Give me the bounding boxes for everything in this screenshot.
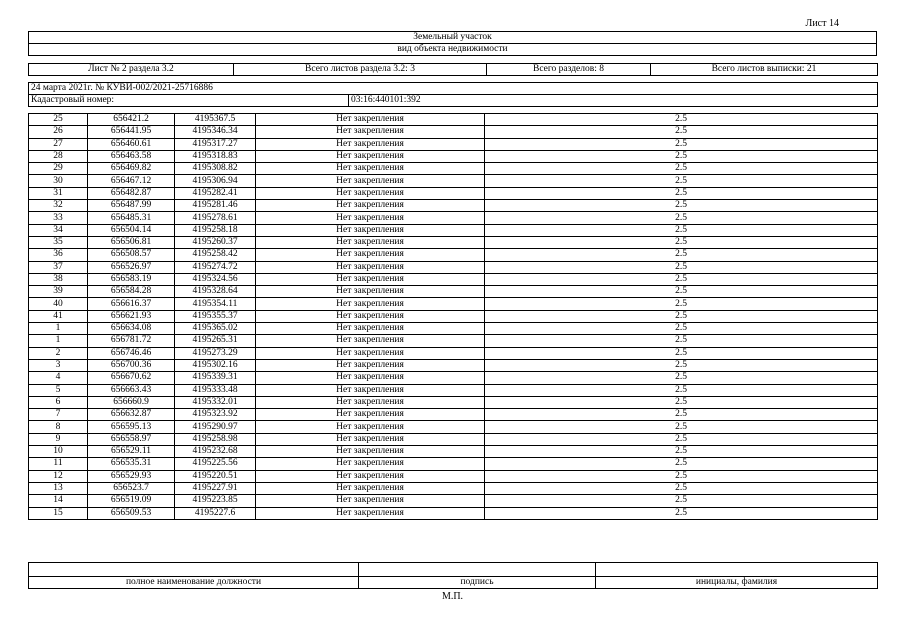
point-number: 3 xyxy=(29,359,88,371)
fixation-method: Нет закрепления xyxy=(256,150,485,162)
coord-x: 656781.72 xyxy=(88,335,175,347)
coord-y: 4195318.83 xyxy=(175,150,256,162)
coord-x: 656670.62 xyxy=(88,372,175,384)
accuracy: 2.5 xyxy=(485,163,878,175)
coord-x: 656504.14 xyxy=(88,224,175,236)
coord-y: 4195332.01 xyxy=(175,396,256,408)
point-number: 12 xyxy=(29,470,88,482)
coord-y: 4195306.94 xyxy=(175,175,256,187)
table-row xyxy=(29,224,878,236)
coord-y: 4195281.46 xyxy=(175,200,256,212)
table-row xyxy=(29,372,878,384)
coord-y: 4195227.91 xyxy=(175,482,256,494)
coord-x: 656621.93 xyxy=(88,310,175,322)
point-number: 13 xyxy=(29,482,88,494)
point-number: 9 xyxy=(29,433,88,445)
coord-y: 4195225.56 xyxy=(175,458,256,470)
point-number: 2 xyxy=(29,347,88,359)
accuracy: 2.5 xyxy=(485,249,878,261)
point-number: 38 xyxy=(29,273,88,285)
object-subtitle: вид объекта недвижимости xyxy=(29,44,877,56)
coord-y: 4195258.42 xyxy=(175,249,256,261)
total-sheets: Всего листов выписки: 21 xyxy=(651,64,878,76)
accuracy: 2.5 xyxy=(485,470,878,482)
table-row xyxy=(29,163,878,175)
fixation-method: Нет закрепления xyxy=(256,138,485,150)
point-number: 1 xyxy=(29,323,88,335)
fixation-method: Нет закрепления xyxy=(256,187,485,199)
accuracy: 2.5 xyxy=(485,310,878,322)
accuracy: 2.5 xyxy=(485,236,878,248)
accuracy: 2.5 xyxy=(485,384,878,396)
fixation-method: Нет закрепления xyxy=(256,273,485,285)
accuracy: 2.5 xyxy=(485,200,878,212)
coord-x: 656519.09 xyxy=(88,495,175,507)
signature-field xyxy=(359,563,596,577)
accuracy: 2.5 xyxy=(485,495,878,507)
fixation-method: Нет закрепления xyxy=(256,175,485,187)
accuracy: 2.5 xyxy=(485,335,878,347)
accuracy: 2.5 xyxy=(485,359,878,371)
table-row xyxy=(29,187,878,199)
accuracy: 2.5 xyxy=(485,298,878,310)
point-number: 33 xyxy=(29,212,88,224)
accuracy: 2.5 xyxy=(485,372,878,384)
point-number: 31 xyxy=(29,187,88,199)
coord-y: 4195302.16 xyxy=(175,359,256,371)
coord-y: 4195223.85 xyxy=(175,495,256,507)
coord-x: 656469.82 xyxy=(88,163,175,175)
section-info xyxy=(28,63,878,76)
coord-x: 656441.95 xyxy=(88,126,175,138)
coordinates-body xyxy=(29,114,878,520)
coord-x: 656421.2 xyxy=(88,114,175,126)
coord-y: 4195227.6 xyxy=(175,507,256,519)
fixation-method: Нет закрепления xyxy=(256,359,485,371)
fixation-method: Нет закрепления xyxy=(256,224,485,236)
coord-x: 656509.53 xyxy=(88,507,175,519)
point-number: 8 xyxy=(29,421,88,433)
point-number: 36 xyxy=(29,249,88,261)
fixation-method: Нет закрепления xyxy=(256,335,485,347)
coord-x: 656508.57 xyxy=(88,249,175,261)
object-header xyxy=(28,31,877,56)
table-row xyxy=(29,433,878,445)
coord-y: 4195354.11 xyxy=(175,298,256,310)
accuracy: 2.5 xyxy=(485,421,878,433)
table-row xyxy=(29,482,878,494)
table-row xyxy=(29,126,878,138)
point-number: 6 xyxy=(29,396,88,408)
point-number: 40 xyxy=(29,298,88,310)
coord-x: 656460.61 xyxy=(88,138,175,150)
accuracy: 2.5 xyxy=(485,482,878,494)
coord-x: 656746.46 xyxy=(88,347,175,359)
table-row xyxy=(29,261,878,273)
table-row xyxy=(29,347,878,359)
point-number: 14 xyxy=(29,495,88,507)
coord-y: 4195333.48 xyxy=(175,384,256,396)
fixation-method: Нет закрепления xyxy=(256,396,485,408)
coord-x: 656467.12 xyxy=(88,175,175,187)
accuracy: 2.5 xyxy=(485,175,878,187)
point-number: 11 xyxy=(29,458,88,470)
record-info xyxy=(28,82,878,107)
fixation-method: Нет закрепления xyxy=(256,384,485,396)
coord-y: 4195365.02 xyxy=(175,323,256,335)
coord-x: 656506.81 xyxy=(88,236,175,248)
coord-y: 4195308.82 xyxy=(175,163,256,175)
accuracy: 2.5 xyxy=(485,396,878,408)
fixation-method: Нет закрепления xyxy=(256,163,485,175)
table-row xyxy=(29,200,878,212)
accuracy: 2.5 xyxy=(485,507,878,519)
coord-x: 656529.11 xyxy=(88,446,175,458)
fixation-method: Нет закрепления xyxy=(256,446,485,458)
fixation-method: Нет закрепления xyxy=(256,347,485,359)
point-number: 34 xyxy=(29,224,88,236)
accuracy: 2.5 xyxy=(485,433,878,445)
table-row xyxy=(29,323,878,335)
table-row xyxy=(29,421,878,433)
coord-y: 4195346.34 xyxy=(175,126,256,138)
position-field xyxy=(29,563,359,577)
fixation-method: Нет закрепления xyxy=(256,249,485,261)
fixation-method: Нет закрепления xyxy=(256,126,485,138)
coord-y: 4195339.31 xyxy=(175,372,256,384)
point-number: 27 xyxy=(29,138,88,150)
coord-y: 4195323.92 xyxy=(175,409,256,421)
cadastral-number: 03:16:440101:392 xyxy=(349,95,878,107)
coord-x: 656584.28 xyxy=(88,286,175,298)
table-row xyxy=(29,298,878,310)
coord-y: 4195232.68 xyxy=(175,446,256,458)
fixation-method: Нет закрепления xyxy=(256,261,485,273)
table-row xyxy=(29,273,878,285)
name-field xyxy=(596,563,878,577)
sheet-of-section: Лист № 2 раздела 3.2 xyxy=(29,64,234,76)
coord-y: 4195317.27 xyxy=(175,138,256,150)
point-number: 1 xyxy=(29,335,88,347)
accuracy: 2.5 xyxy=(485,286,878,298)
accuracy: 2.5 xyxy=(485,212,878,224)
coord-y: 4195355.37 xyxy=(175,310,256,322)
coord-y: 4195260.37 xyxy=(175,236,256,248)
table-row xyxy=(29,495,878,507)
coord-x: 656558.97 xyxy=(88,433,175,445)
table-row xyxy=(29,114,878,126)
point-number: 35 xyxy=(29,236,88,248)
point-number: 15 xyxy=(29,507,88,519)
coord-x: 656583.19 xyxy=(88,273,175,285)
fixation-method: Нет закрепления xyxy=(256,236,485,248)
fixation-method: Нет закрепления xyxy=(256,200,485,212)
coord-x: 656535.31 xyxy=(88,458,175,470)
accuracy: 2.5 xyxy=(485,126,878,138)
coord-y: 4195324.56 xyxy=(175,273,256,285)
point-number: 4 xyxy=(29,372,88,384)
table-row xyxy=(29,396,878,408)
total-sections: Всего разделов: 8 xyxy=(487,64,651,76)
point-number: 28 xyxy=(29,150,88,162)
table-row xyxy=(29,138,878,150)
coord-x: 656463.58 xyxy=(88,150,175,162)
point-number: 5 xyxy=(29,384,88,396)
name-label: инициалы, фамилия xyxy=(596,577,878,589)
fixation-method: Нет закрепления xyxy=(256,458,485,470)
table-row xyxy=(29,384,878,396)
point-number: 26 xyxy=(29,126,88,138)
coord-x: 656529.93 xyxy=(88,470,175,482)
coord-x: 656485.31 xyxy=(88,212,175,224)
table-row xyxy=(29,507,878,519)
fixation-method: Нет закрепления xyxy=(256,482,485,494)
fixation-method: Нет закрепления xyxy=(256,507,485,519)
point-number: 29 xyxy=(29,163,88,175)
coord-x: 656634.08 xyxy=(88,323,175,335)
coord-x: 656487.99 xyxy=(88,200,175,212)
table-row xyxy=(29,249,878,261)
table-row xyxy=(29,286,878,298)
table-row xyxy=(29,409,878,421)
point-number: 10 xyxy=(29,446,88,458)
cadastral-label: Кадастровый номер: xyxy=(29,95,349,107)
coord-y: 4195278.61 xyxy=(175,212,256,224)
coord-x: 656482.87 xyxy=(88,187,175,199)
fixation-method: Нет закрепления xyxy=(256,286,485,298)
coord-x: 656595.13 xyxy=(88,421,175,433)
point-number: 32 xyxy=(29,200,88,212)
accuracy: 2.5 xyxy=(485,261,878,273)
accuracy: 2.5 xyxy=(485,446,878,458)
table-row xyxy=(29,359,878,371)
accuracy: 2.5 xyxy=(485,114,878,126)
fixation-method: Нет закрепления xyxy=(256,421,485,433)
accuracy: 2.5 xyxy=(485,323,878,335)
coord-y: 4195258.98 xyxy=(175,433,256,445)
stamp-place: М.П. xyxy=(441,591,464,602)
coord-x: 656632.87 xyxy=(88,409,175,421)
point-number: 7 xyxy=(29,409,88,421)
coord-y: 4195328.64 xyxy=(175,286,256,298)
coord-y: 4195273.29 xyxy=(175,347,256,359)
table-row xyxy=(29,470,878,482)
table-row xyxy=(29,175,878,187)
fixation-method: Нет закрепления xyxy=(256,212,485,224)
accuracy: 2.5 xyxy=(485,224,878,236)
fixation-method: Нет закрепления xyxy=(256,298,485,310)
accuracy: 2.5 xyxy=(485,150,878,162)
coord-y: 4195290.97 xyxy=(175,421,256,433)
point-number: 30 xyxy=(29,175,88,187)
fixation-method: Нет закрепления xyxy=(256,470,485,482)
coord-y: 4195220.51 xyxy=(175,470,256,482)
position-label: полное наименование должности xyxy=(29,577,359,589)
accuracy: 2.5 xyxy=(485,273,878,285)
accuracy: 2.5 xyxy=(485,409,878,421)
fixation-method: Нет закрепления xyxy=(256,372,485,384)
coordinates-table xyxy=(28,113,878,520)
table-row xyxy=(29,446,878,458)
fixation-method: Нет закрепления xyxy=(256,433,485,445)
table-row xyxy=(29,458,878,470)
coord-y: 4195282.41 xyxy=(175,187,256,199)
point-number: 41 xyxy=(29,310,88,322)
fixation-method: Нет закрепления xyxy=(256,323,485,335)
coord-y: 4195265.31 xyxy=(175,335,256,347)
coord-x: 656523.7 xyxy=(88,482,175,494)
accuracy: 2.5 xyxy=(485,138,878,150)
record-date-number: 24 марта 2021г. № КУВИ-002/2021-25716886 xyxy=(29,83,878,95)
coord-y: 4195367.5 xyxy=(175,114,256,126)
accuracy: 2.5 xyxy=(485,458,878,470)
fixation-method: Нет закрепления xyxy=(256,114,485,126)
point-number: 25 xyxy=(29,114,88,126)
fixation-method: Нет закрепления xyxy=(256,310,485,322)
signature-block xyxy=(28,562,878,589)
point-number: 37 xyxy=(29,261,88,273)
total-sheets-section: Всего листов раздела 3.2: 3 xyxy=(234,64,487,76)
coord-x: 656663.43 xyxy=(88,384,175,396)
fixation-method: Нет закрепления xyxy=(256,495,485,507)
table-row xyxy=(29,236,878,248)
coord-x: 656616.37 xyxy=(88,298,175,310)
signature-label: подпись xyxy=(359,577,596,589)
coord-x: 656526.97 xyxy=(88,261,175,273)
object-title: Земельный участок xyxy=(29,32,877,44)
accuracy: 2.5 xyxy=(485,187,878,199)
coord-y: 4195274.72 xyxy=(175,261,256,273)
fixation-method: Нет закрепления xyxy=(256,409,485,421)
sheet-number: Лист 14 xyxy=(805,18,839,29)
table-row xyxy=(29,310,878,322)
table-row xyxy=(29,335,878,347)
coord-x: 656700.36 xyxy=(88,359,175,371)
table-row xyxy=(29,150,878,162)
coord-y: 4195258.18 xyxy=(175,224,256,236)
table-row xyxy=(29,212,878,224)
point-number: 39 xyxy=(29,286,88,298)
coord-x: 656660.9 xyxy=(88,396,175,408)
accuracy: 2.5 xyxy=(485,347,878,359)
